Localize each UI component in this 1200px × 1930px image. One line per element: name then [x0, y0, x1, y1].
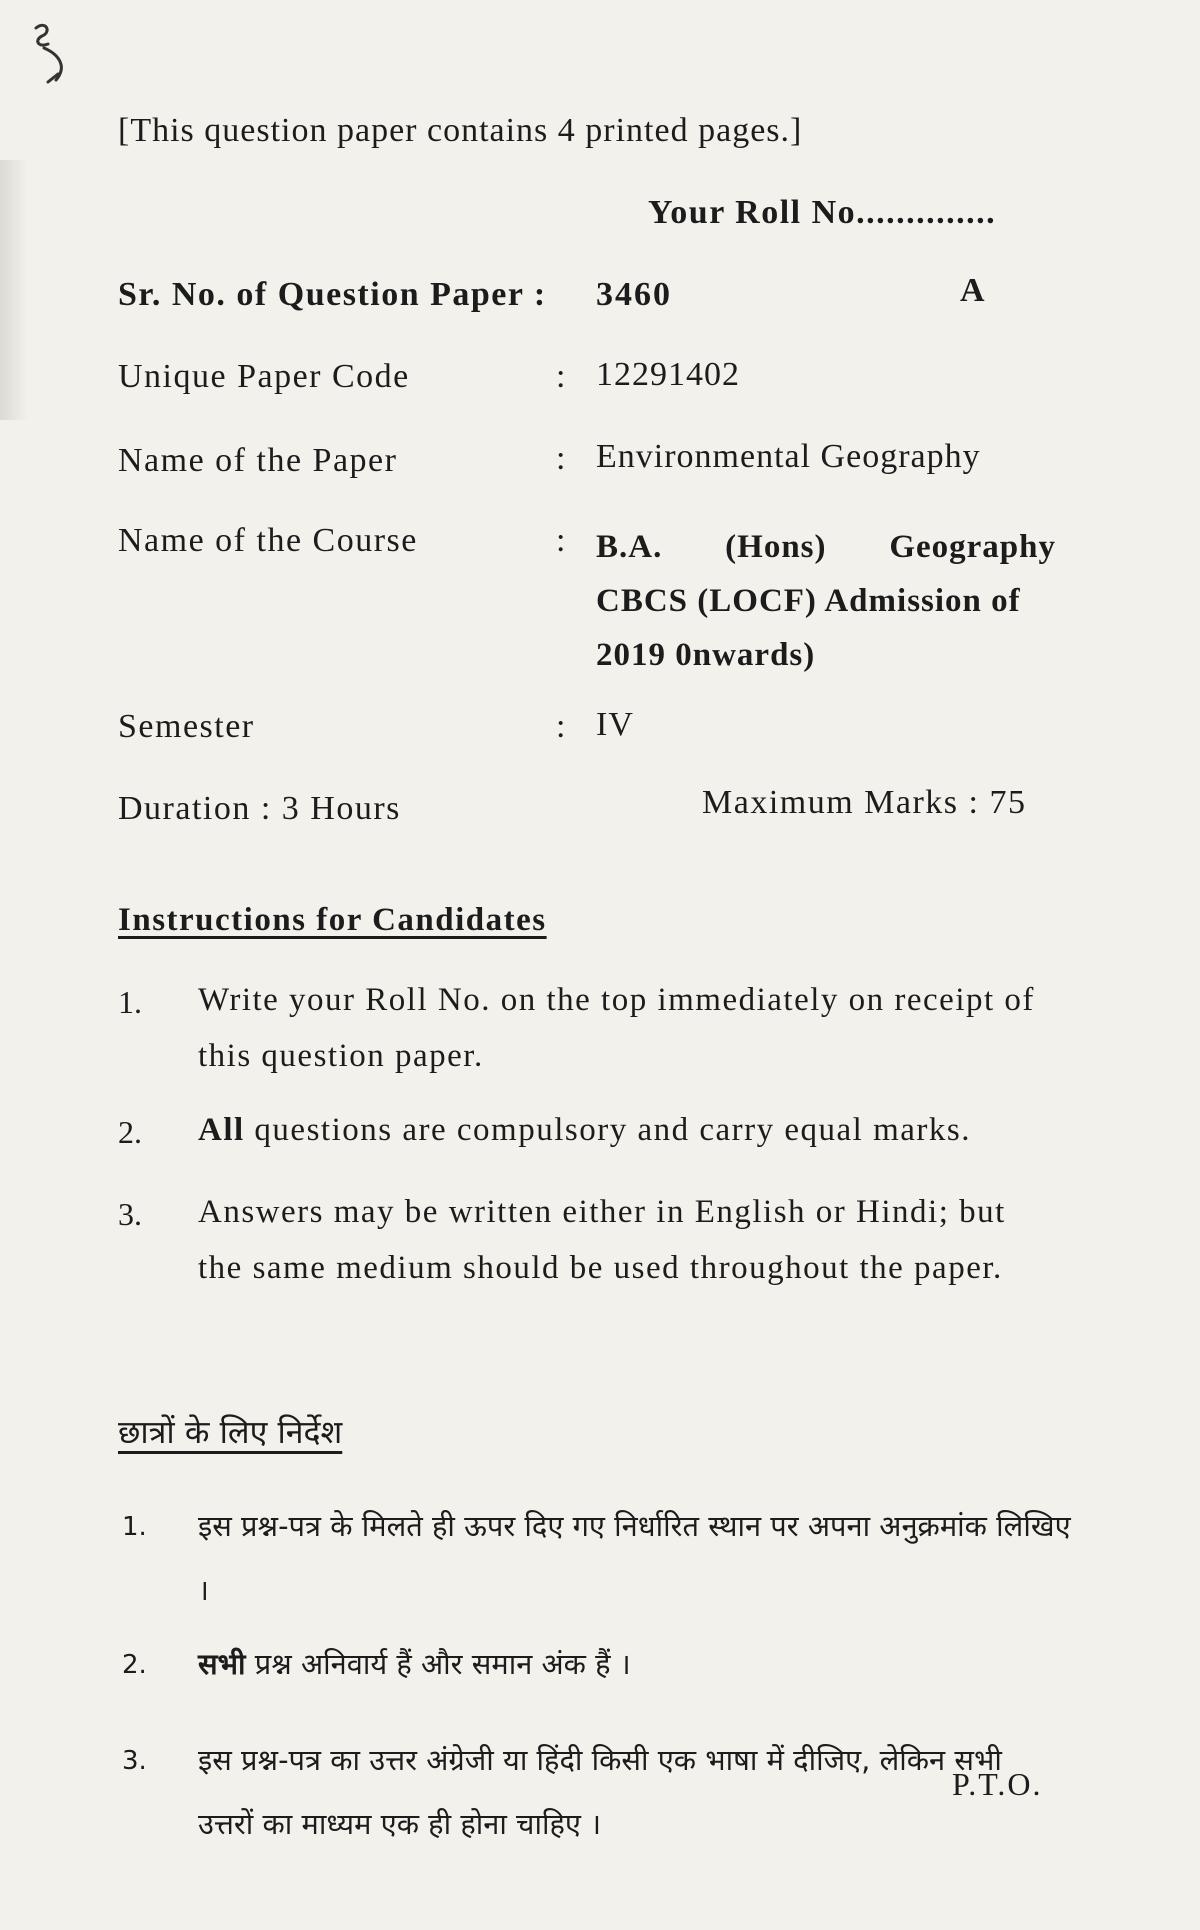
instruction-number: 3.	[118, 1196, 142, 1232]
course-line-3: 2019 0nwards)	[596, 637, 816, 673]
roll-number-field: Your Roll No..............	[648, 194, 997, 231]
instruction-text-rest: questions are compulsory and carry equal marks.	[244, 1112, 971, 1148]
instruction-emphasis: All	[198, 1112, 245, 1148]
course-line-1	[596, 520, 1056, 574]
hindi-instruction-text	[198, 1632, 1078, 1696]
course-word: Geography	[889, 529, 1056, 565]
hindi-instructions-heading: छात्रों के लिए निर्देश	[118, 1413, 343, 1451]
course-name-label: Name of the Course	[118, 522, 418, 559]
hindi-instruction-number: 1.	[122, 1512, 147, 1542]
instructions-heading: Instructions for Candidates	[118, 902, 547, 938]
sr-no-value: 3460	[596, 276, 672, 313]
hindi-instruction-emphasis: सभी	[198, 1647, 246, 1681]
course-word: (Hons)	[725, 529, 827, 565]
paper-code-label: Unique Paper Code	[118, 358, 410, 395]
page-edge-shadow	[0, 160, 28, 420]
paper-set-label: A	[960, 272, 985, 309]
instruction-text	[198, 1102, 1058, 1158]
sr-no-label: Sr. No. of Question Paper :	[118, 276, 547, 313]
paper-name-label: Name of the Paper	[118, 442, 398, 479]
paper-name-colon: :	[556, 440, 566, 477]
course-word: B.A.	[596, 529, 663, 565]
maximum-marks: Maximum Marks : 75	[702, 784, 1027, 821]
instruction-number: 2.	[118, 1114, 142, 1150]
course-line-2: CBCS (LOCF) Admission of	[596, 583, 1021, 619]
paper-code-colon: :	[556, 358, 566, 395]
hindi-instruction-number: 3.	[122, 1746, 147, 1776]
hindi-instruction-text-rest: प्रश्न अनिवार्य हैं और समान अंक हैं ।	[245, 1647, 631, 1681]
semester-label: Semester	[118, 708, 255, 745]
duration: Duration : 3 Hours	[118, 790, 401, 827]
paper-code-value: 12291402	[596, 356, 740, 393]
hindi-instruction-number: 2.	[122, 1650, 147, 1680]
instruction-text: Write your Roll No. on the top immediately on receipt of this question paper.	[198, 982, 1035, 1074]
page-turn-over: P.T.O.	[952, 1766, 1043, 1802]
handwritten-mark-icon	[28, 18, 78, 88]
course-name-value	[596, 520, 1056, 682]
instruction-number: 1.	[118, 984, 142, 1020]
paper-name-value: Environmental Geography	[596, 438, 981, 475]
page-count-note: [This question paper contains 4 printed pages.]	[118, 112, 803, 149]
semester-colon: :	[556, 708, 566, 745]
instruction-text: Answers may be written either in English or Hindi; but the same medium should be used throughout the paper.	[198, 1194, 1006, 1286]
course-name-colon: :	[556, 522, 566, 559]
hindi-instruction-text: इस प्रश्न-पत्र के मिलते ही ऊपर दिए गए निर्धारित स्थान पर अपना अनुक्रमांक लिखिए ।	[198, 1509, 1071, 1607]
hindi-instruction-text: इस प्रश्न-पत्र का उत्तर अंग्रेजी या हिंदी किसी एक भाषा में दीजिए, लेकिन सभी उत्तरों का माध्यम एक ही होना चाहिए ।	[198, 1743, 1002, 1841]
semester-value: IV	[596, 706, 634, 743]
